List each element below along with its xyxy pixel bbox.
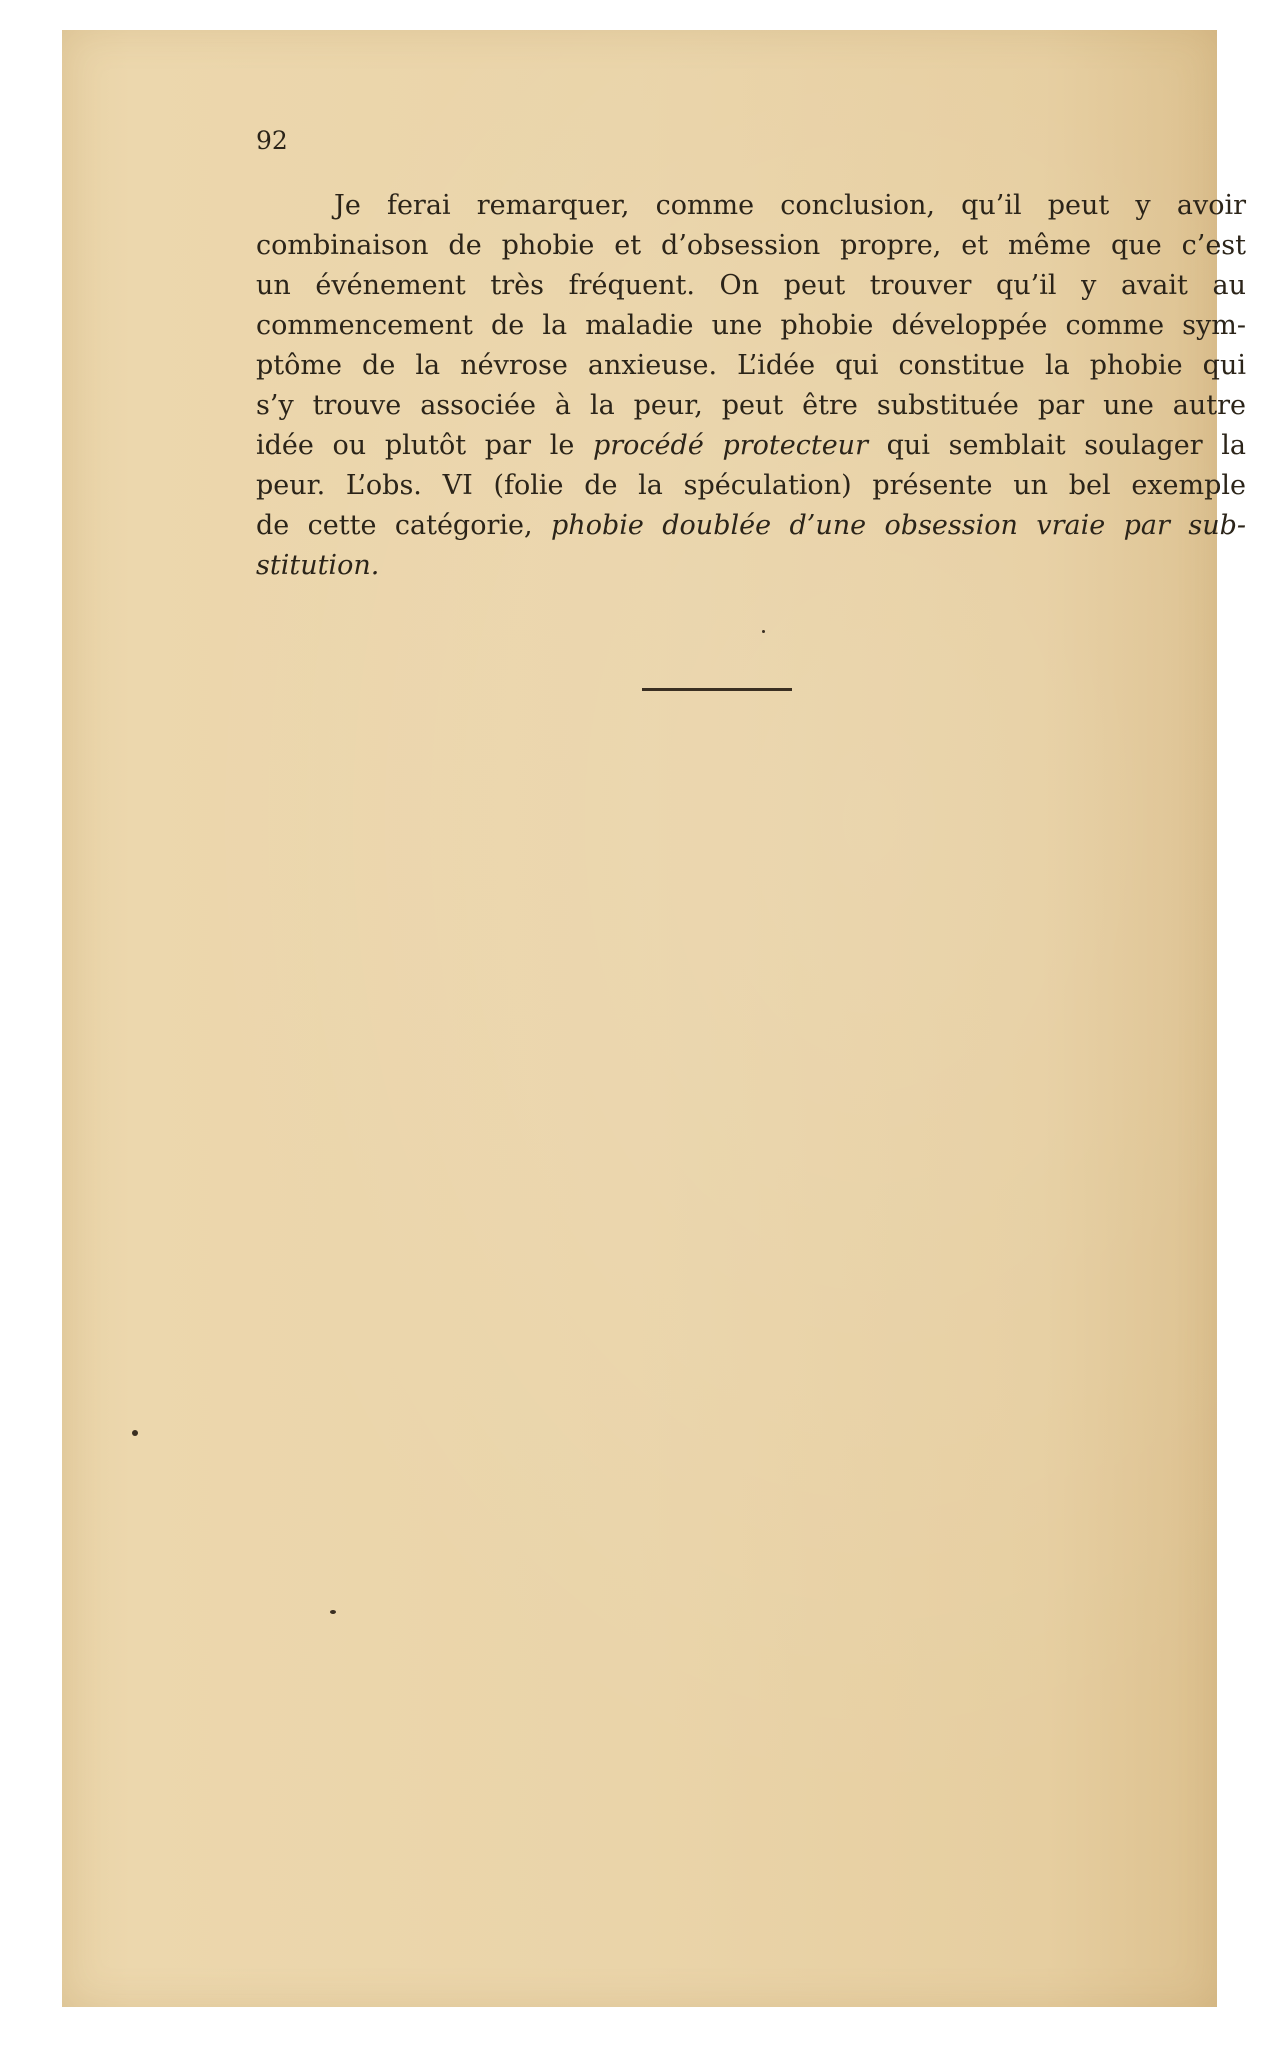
text-line: [256, 546, 1246, 586]
book-page: [62, 30, 1246, 2007]
text-run: commencement de la maladie une phobie développée comme sym-: [256, 310, 1246, 341]
italic-text-run: stitution.: [256, 550, 380, 581]
text-run: de cette catégorie,: [256, 510, 552, 541]
text-run: idée ou plutôt par le: [256, 430, 593, 461]
text-line: [256, 306, 1246, 346]
text-line: [256, 426, 1246, 466]
ink-speck: [330, 1610, 336, 1614]
text-line: [256, 186, 1246, 226]
text-run: un événement très fréquent. On peut trouver qu’il y avait au: [256, 270, 1246, 301]
text-line: [256, 346, 1246, 386]
italic-text-run: phobie doublée d’une obsession vraie par sub-: [551, 510, 1246, 541]
text-run: peur. L’obs. VI (folie de la spéculation) présente un bel exemple: [256, 470, 1246, 501]
text-line: [256, 386, 1246, 426]
text-run: combinaison de phobie et d’obsession propre, et même que c’est: [256, 230, 1246, 261]
paragraph: [256, 186, 1246, 586]
page-number: 92: [256, 126, 288, 155]
text-run: s’y trouve associée à la peur, peut être substituée par une autre: [256, 390, 1246, 421]
text-run: qui semblait soulager la: [867, 430, 1246, 461]
text-line: [256, 466, 1246, 506]
text-run: Je ferai remarquer, comme conclusion, qu’il peut y avoir: [334, 190, 1246, 221]
italic-text-run: procédé protecteur: [592, 430, 868, 461]
ink-speck: [762, 630, 765, 633]
text-line: [256, 506, 1246, 546]
ink-speck: [132, 1430, 138, 1436]
text-line: [256, 226, 1246, 266]
text-line: [256, 266, 1246, 306]
section-end-rule: [642, 688, 792, 691]
text-run: ptôme de la névrose anxieuse. L’idée qui constitue la phobie qui: [256, 350, 1246, 381]
